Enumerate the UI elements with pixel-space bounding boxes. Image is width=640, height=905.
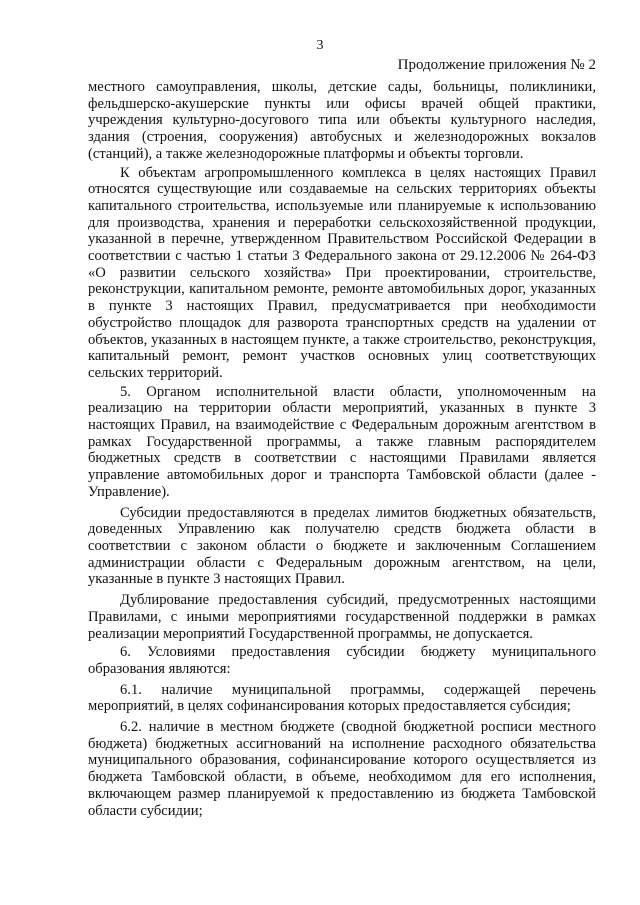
paragraph: Субсидии предоставляются в пределах лимитов бюджетных обязательств, доведенных Управлению как получателю средств бюджета области в соответствии с законом области о бюджете и заключенным Соглашением администрации области с Федеральным дорожным агентством, на цели, указанные в пункте 3 настоящих Правил. xyxy=(88,504,596,588)
paragraph: 6.2. наличие в местном бюджете (сводной бюджетной росписи местного бюджета) бюджетных ассигнований на исполнение расходного обязательства муниципального образования, софинансирование которого осуществляется из бюджета Тамбовской области, в объеме, необходимом для его исполнения, включающем размер планируемой к предоставлению из бюджета Тамбовской области субсидии; xyxy=(88,719,596,819)
paragraph: 6.1. наличие муниципальной программы, содержащей перечень мероприятий, в целях софинансирования которых предоставляется субсидия; xyxy=(88,681,596,715)
appendix-continuation-label: Продолжение приложения № 2 xyxy=(397,57,596,73)
paragraph: местного самоуправления, школы, детские сады, больницы, поликлиники, фельдшерско-акушерские пункты или офисы врачей общей практики, учреждения культурно-досугового типа или объекты культурного наследия, здания (строения, сооружения) автобусных и железнодорожных вокзалов (станций), а также железнодорожные платформы и объекты торговли. xyxy=(88,79,596,162)
document-body xyxy=(88,79,596,821)
page-number: 3 xyxy=(316,38,324,53)
paragraph: К объектам агропромышленного комплекса в целях настоящих Правил относятся существующие или создаваемые на сельских территориях объекты капитального строительства, используемые или планируемые к использованию для производства, хранения и переработки сельскохозяйственной продукции, указанной в перечне, утвержденном Правительством Российской Федерации в соответствии с частью 1 статьи 3 Федерального закона от 29.12.2006 № 264-ФЗ «О развитии сельского хозяйства» При проектировании, строительстве, реконструкции, капитальном ремонте, ремонте автомобильных дорог, указанных в пункте 3 настоящих Правил, предусматривается при необходимости обустройство площадок для разворота транспортных средств на удалении от объектов, указанных в настоящем пункте, а также строительство, реконструкция, капитальный ремонт, ремонт участков основных улиц соответствующих сельских территорий. xyxy=(88,164,596,381)
paragraph: 5. Органом исполнительной власти области, уполномоченным на реализацию на территории области мероприятий, указанных в пункте 3 настоящих Правил, на взаимодействие с Федеральным дорожным агентством в рамках Государственной программы, а также главным распорядителем бюджетных средств в соответствии с настоящими Правилами является управление автомобильных дорог и транспорта Тамбовской области (далее - Управление). xyxy=(88,383,596,500)
paragraph: Дублирование предоставления субсидий, предусмотренных настоящими Правилами, с иными мероприятиями государственной поддержки в рамках реализации мероприятий Государственной программы, не допускается. xyxy=(88,592,596,642)
paragraph: 6. Условиями предоставления субсидии бюджету муниципального образования являются: xyxy=(88,644,596,677)
